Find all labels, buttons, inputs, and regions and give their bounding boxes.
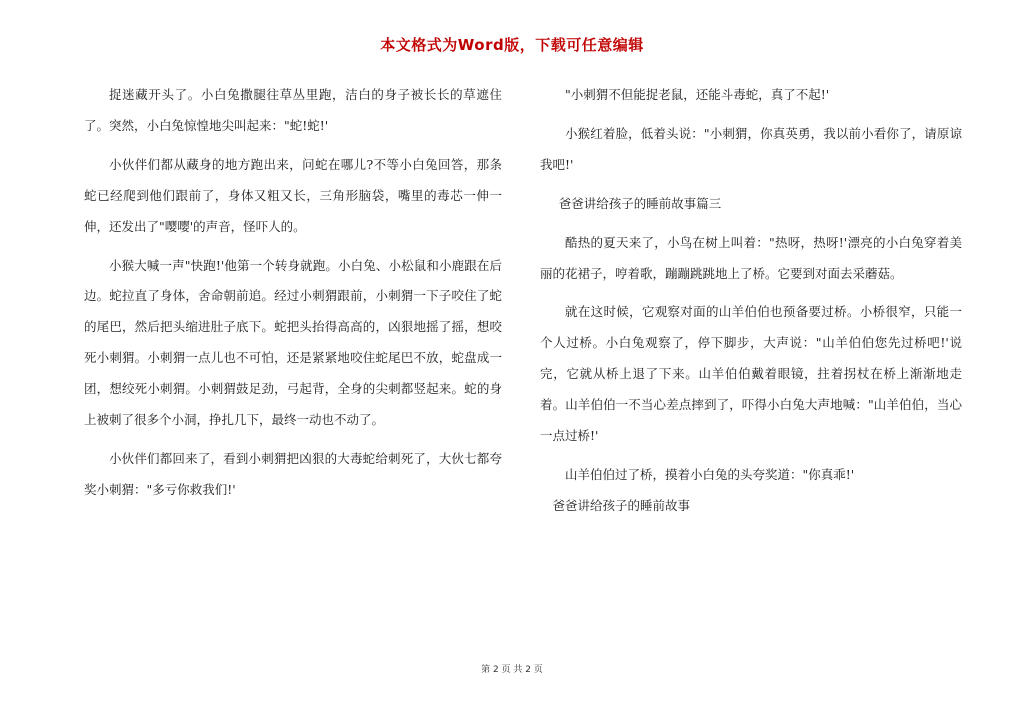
document-banner: 本文格式为Word版，下载可任意编辑 <box>380 36 644 54</box>
paragraph: 小伙伴们都回来了，看到小刺猬把凶狠的大毒蛇给刺死了，大伙七都夸奖小刺猬："多亏你救我们!' <box>84 450 502 497</box>
paragraph: 山羊伯伯过了桥，摸着小白兔的头夸奖道："你真乖!' <box>565 466 855 482</box>
paragraph: 就在这时候，它观察对面的山羊伯伯也预备要过桥。小桥很窄，只能一个人过桥。小白兔观察了，停下脚步，大声说："山羊伯伯您先过桥吧!'说完，它就从桥上退了下来。山羊伯伯戴着眼镜，拄着拐杖在桥上渐渐地走着。山羊伯伯一不当心差点摔到了，吓得小白兔大声地喊："山羊伯伯，当心一点过桥!' <box>540 304 962 444</box>
section-heading: 爸爸讲给孩子的睡前故事篇三 <box>558 195 722 211</box>
paragraph: 捉迷藏开头了。小白兔撒腿往草丛里跑，洁白的身子被长长的草遮住了。突然，小白兔惊惶地尖叫起来："蛇!蛇!' <box>84 87 502 133</box>
paragraph: 酷热的夏天来了，小鸟在树上叫着："热呀，热呀!'漂亮的小白兔穿着美丽的花裙子，哼着歌，蹦蹦跳跳地上了桥。它要到对面去采蘑菇。 <box>540 234 962 281</box>
page-number-footer: 第 2 页 共 2 页 <box>481 665 543 675</box>
paragraph: 小伙伴们都从藏身的地方跑出来，问蛇在哪儿?不等小白兔回答，那条蛇已经爬到他们跟前了，身体又粗又长，三角形脑袋，嘴里的毒芯一伸一伸，还发出了"嘤嘤'的声音，怪吓人的。 <box>84 156 502 234</box>
paragraph: "小刺猬不但能捉老鼠，还能斗毒蛇，真了不起!' <box>565 87 830 102</box>
section-heading: 爸爸讲给孩子的睡前故事 <box>552 497 691 513</box>
paragraph: 小猴红着脸，低着头说："小刺猬，你真英勇，我以前小看你了，请原谅我吧!' <box>540 125 962 172</box>
left-column <box>84 80 502 506</box>
right-column <box>540 80 962 522</box>
paragraph: 小猴大喊一声"快跑!'他第一个转身就跑。小白兔、小松鼠和小鹿跟在后边。蛇拉直了身体，舍命朝前追。经过小刺猬跟前，小刺猬一下子咬住了蛇的尾巴，然后把头缩进肚子底下。蛇把头抬得高高的，凶狠地摇了摇，想咬死小刺猬。小刺猬一点儿也不可怕，还是紧紧地咬住蛇尾巴不放，蛇盘成一团，想绞死小刺猬。小刺猬鼓足劲，弓起背，全身的尖刺都竖起来。蛇的身上被刺了很多个小洞，挣扎几下，最终一动也不动了。 <box>84 257 502 428</box>
